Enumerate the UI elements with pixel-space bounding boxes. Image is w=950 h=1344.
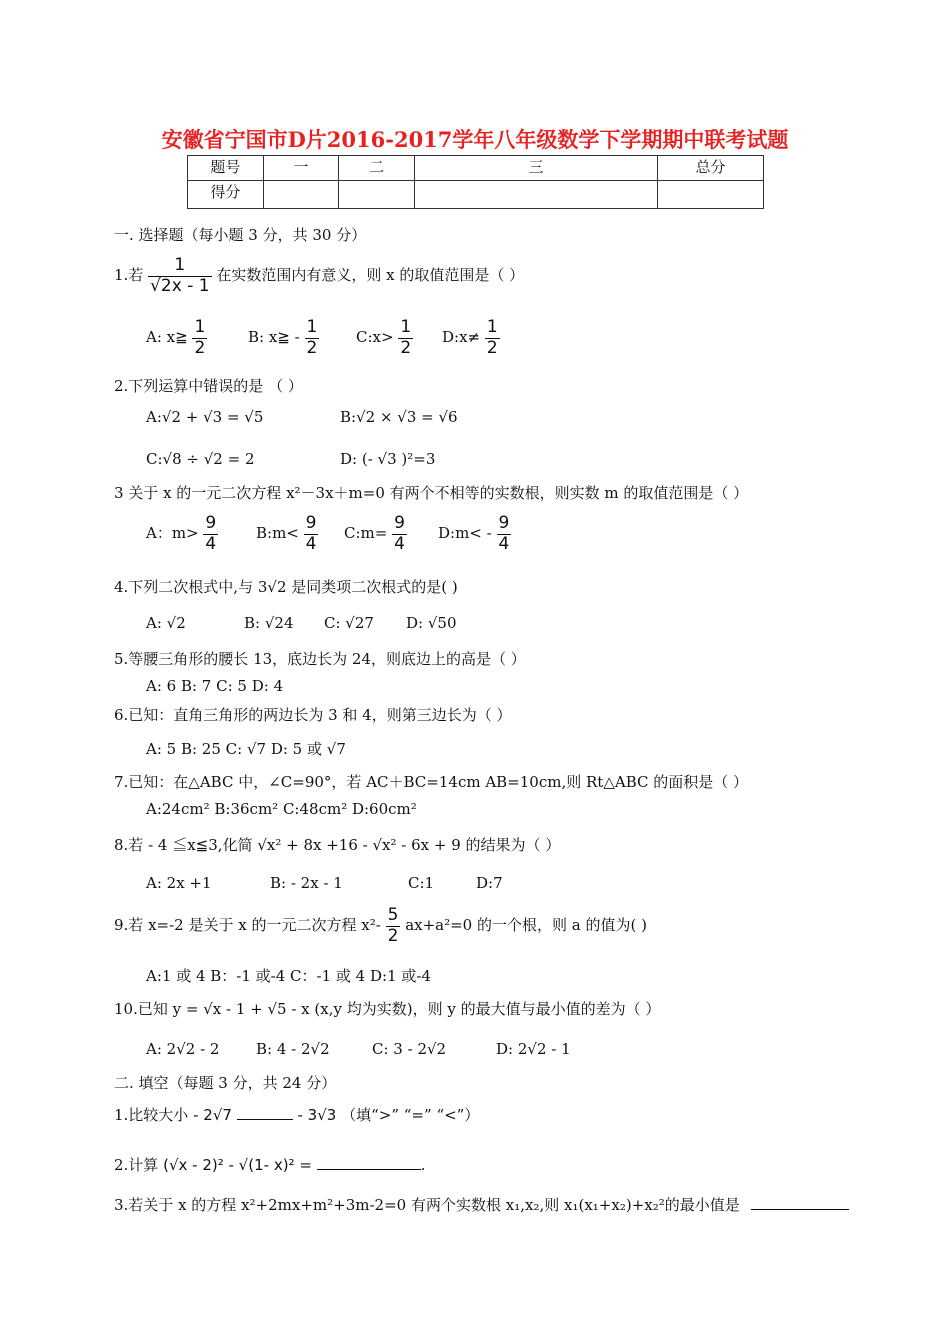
q8-option-c: C:1 — [408, 874, 435, 892]
q4-option-c: C: √27 — [324, 614, 374, 632]
answer-blank[interactable] — [751, 1209, 849, 1210]
fill-question-3: 3.若关于 x 的方程 x²+2mx+m²+3m-2=0 有两个实数根 x₁,x₂,则 x₁(x₁+x₂)+x₂²的最小值是 — [114, 1194, 849, 1215]
question-10: 10.已知 y = √x - 1 + √5 - x (x,y 均为实数)，则 y 的最大值与最小值的差为（ ） — [114, 1000, 661, 1018]
score-cell — [263, 181, 339, 209]
score-header-cell: 总分 — [658, 156, 764, 181]
q4-option-a: A: √2 — [146, 614, 186, 632]
score-header-cell: 三 — [414, 156, 657, 181]
question-1: 1.若 $\frac{1}{√2x - 1}$ 在实数范围内有意义，则 x 的取值范围是（ ） — [114, 255, 525, 296]
q4-option-b: B: √24 — [244, 614, 294, 632]
q3-option-c: C:m= $\frac{9}{4}$ — [344, 513, 405, 554]
q9-options: A:1 或 4 B：-1 或-4 C：-1 或 4 D:1 或-4 — [146, 967, 432, 985]
score-cell — [339, 181, 415, 209]
score-row-label: 得分 — [188, 181, 264, 209]
question-8: 8.若 - 4 ≦x≦3,化简 √x² + 8x +16 - √x² - 6x + 9 的结果为（ ） — [114, 836, 561, 854]
question-7: 7.已知：在△ABC 中，∠C=90°，若 AC＋BC=14cm AB=10cm,则 Rt△ABC 的面积是（ ） — [114, 773, 749, 791]
question-9: 9.若 x=-2 是关于 x 的一元二次方程 x²- $\frac{5}{2}$ ax+a²=0 的一个根，则 a 的值为( ) — [114, 905, 647, 946]
score-header-cell: 题号 — [188, 156, 264, 181]
q7-options: A:24cm² B:36cm² C:48cm² D:60cm² — [146, 800, 417, 818]
q1-option-b: B: x≧ - $\frac{1}{2}$ — [248, 317, 318, 358]
section1-heading: 一. 选择题（每小题 3 分，共 30 分） — [114, 226, 367, 244]
q1-option-c: C:x> $\frac{1}{2}$ — [356, 317, 412, 358]
q2-option-c: C:√8 ÷ √2 = 2 — [146, 450, 255, 468]
q6-options: A: 5 B: 25 C: √7 D: 5 或 √7 — [146, 740, 346, 758]
score-cell — [414, 181, 657, 209]
fraction: $\frac{1}{√2x - 1}$ — [150, 255, 210, 296]
q5-options: A: 6 B: 7 C: 5 D: 4 — [146, 677, 284, 695]
q10-option-b: B: 4 - 2√2 — [256, 1040, 330, 1058]
q1-option-d: D:x≠ $\frac{1}{2}$ — [442, 317, 498, 358]
q3-option-b: B:m< $\frac{9}{4}$ — [256, 513, 317, 554]
score-table — [187, 155, 764, 209]
page-title: 安徽省宁国市D片2016-2017学年八年级数学下学期期中联考试题 — [161, 127, 789, 152]
fraction: $\frac{5}{2}$ — [387, 905, 399, 946]
fill-question-1: 1.比较大小 - 2√7 - 3√3 （填“>” “=” “<”） — [114, 1106, 480, 1124]
score-cell — [658, 181, 764, 209]
q8-option-a: A: 2x +1 — [146, 874, 212, 892]
q4-option-d: D: √50 — [406, 614, 457, 632]
q10-option-d: D: 2√2 - 1 — [496, 1040, 571, 1058]
q3-option-a: A：m> $\frac{9}{4}$ — [146, 513, 217, 554]
q2-option-a: A:√2 + √3 = √5 — [146, 408, 264, 426]
q1-option-a: A: x≧ $\frac{1}{2}$ — [146, 317, 206, 358]
question-6: 6.已知：直角三角形的两边长为 3 和 4，则第三边长为（ ） — [114, 706, 512, 724]
q2-option-d: D: (- √3 )²=3 — [340, 450, 436, 468]
q8-option-b: B: - 2x - 1 — [270, 874, 343, 892]
question-3: 3 关于 x 的一元二次方程 x²－3x＋m=0 有两个不相等的实数根，则实数 m 的取值范围是（ ） — [114, 484, 749, 502]
q3-option-d: D:m< - $\frac{9}{4}$ — [438, 513, 510, 554]
score-header-cell: 一 — [263, 156, 339, 181]
q8-option-d: D:7 — [476, 874, 503, 892]
answer-blank[interactable] — [317, 1169, 421, 1170]
question-5: 5.等腰三角形的腰长 13，底边长为 24，则底边上的高是（ ） — [114, 650, 526, 668]
question-4: 4.下列二次根式中,与 3√2 是同类项二次根式的是( ) — [114, 578, 458, 596]
section2-heading: 二. 填空（每题 3 分，共 24 分） — [114, 1074, 337, 1092]
q10-option-a: A: 2√2 - 2 — [146, 1040, 220, 1058]
q10-option-c: C: 3 - 2√2 — [372, 1040, 447, 1058]
answer-blank[interactable] — [237, 1119, 293, 1120]
q2-option-b: B:√2 × √3 = √6 — [340, 408, 458, 426]
question-2: 2.下列运算中错误的是 （ ） — [114, 377, 303, 395]
score-header-cell: 二 — [339, 156, 415, 181]
fill-question-2: 2.计算 (√x - 2)² - √(1- x)² = . — [114, 1156, 426, 1174]
